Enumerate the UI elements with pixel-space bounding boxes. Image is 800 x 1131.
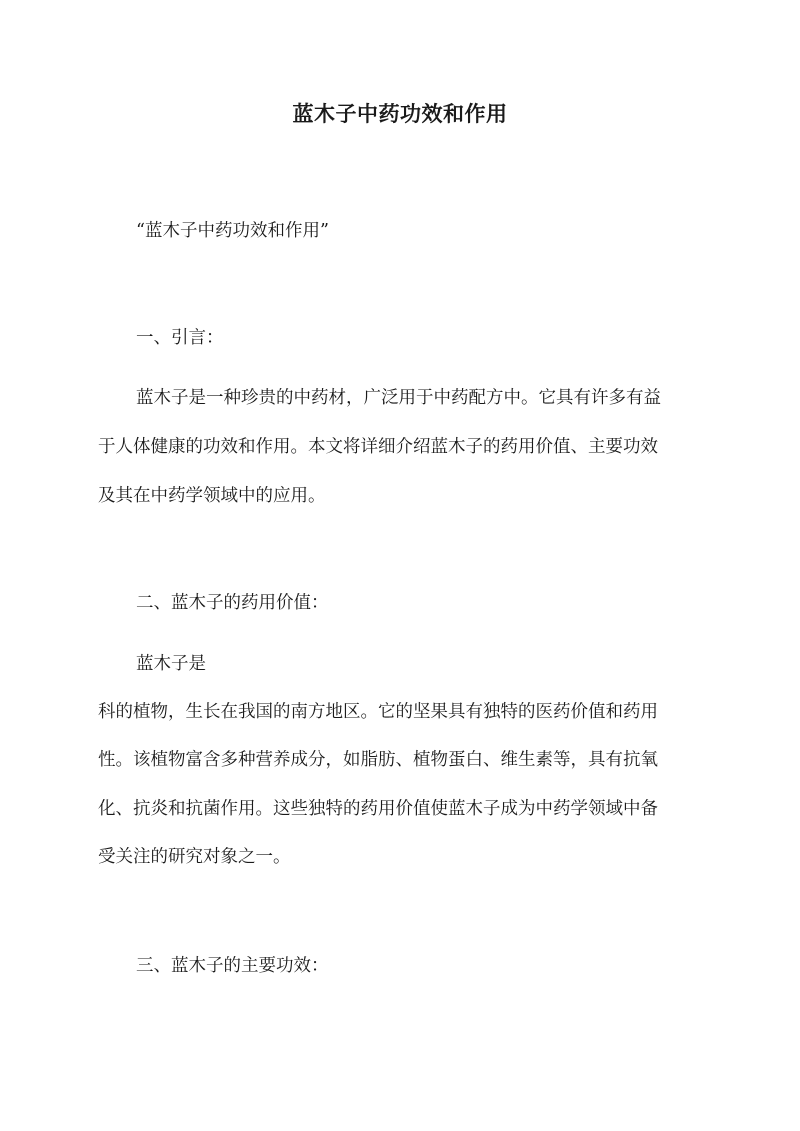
paragraph-line: 化、抗炎和抗菌作用。这些独特的药用价值使蓝木子成为中药学领域中备 [98,799,658,819]
paragraph-line: 蓝木子是 [136,654,206,674]
section-heading-introduction: 一、引言： [136,328,224,348]
section-heading-medicinal-value: 二、蓝木子的药用价值： [136,593,329,613]
paragraph-line: 及其在中药学领域中的应用。 [98,486,326,506]
quoted-title: “蓝木子中药功效和作用” [136,221,329,241]
paragraph-line: 性。该植物富含多种营养成分，如脂肪、植物蛋白、维生素等，具有抗氧 [98,750,658,770]
paragraph-line: 科的植物，生长在我国的南方地区。它的坚果具有独特的医药价值和药用 [98,702,658,722]
paragraph-line: 受关注的研究对象之一。 [98,847,291,867]
section-heading-main-effects: 三、蓝木子的主要功效： [136,956,329,976]
document-title: 蓝木子中药功效和作用 [292,101,508,126]
paragraph-line: 于人体健康的功效和作用。本文将详细介绍蓝木子的药用价值、主要功效 [98,437,658,457]
paragraph-line: 蓝木子是一种珍贵的中药材，广泛用于中药配方中。它具有许多有益 [136,388,661,408]
